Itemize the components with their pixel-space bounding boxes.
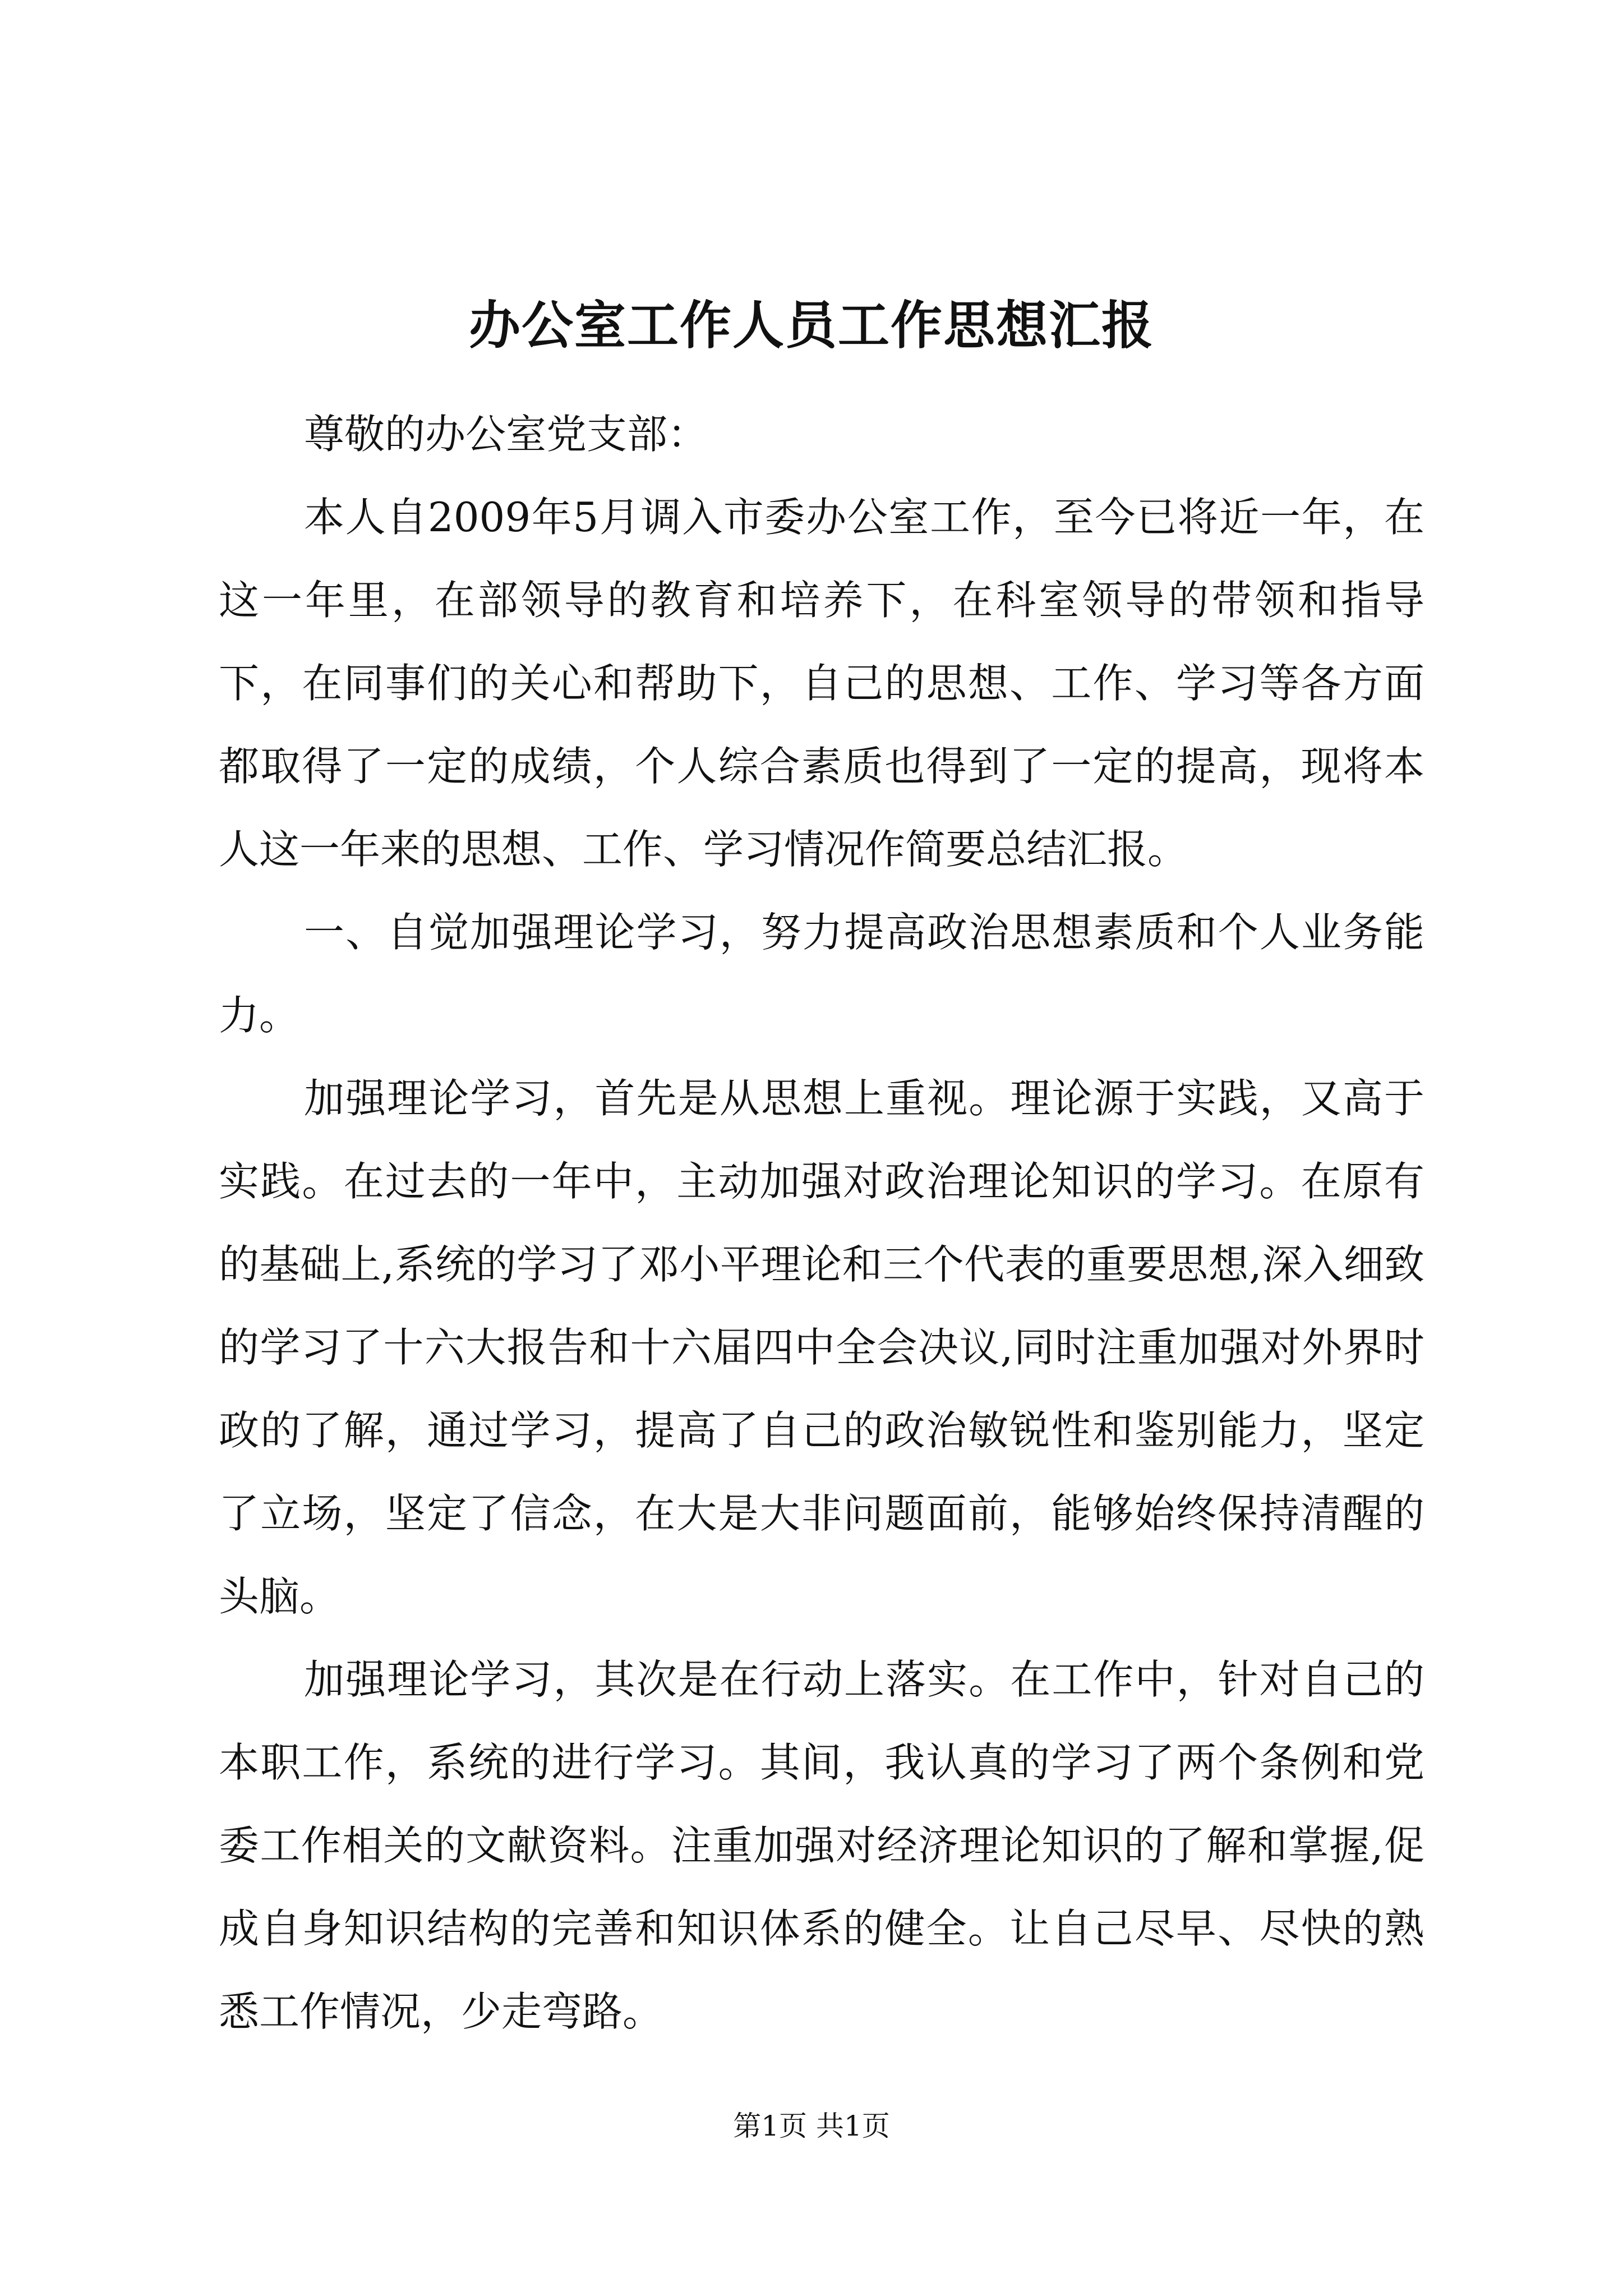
document-body [219, 393, 1424, 2053]
paragraph-theory-2: 加强理论学习，其次是在行动上落实。在工作中，针对自己的本职工作，系统的进行学习。其间，我认真的学习了两个条例和党委工作相关的文献资料。注重加强对经济理论知识的了解和掌握,促成自身知识结构的完善和知识体系的健全。让自己尽早、尽快的熟悉工作情况，少走弯路。 [219, 1656, 1424, 2035]
paragraph-theory-1: 加强理论学习，首先是从思想上重视。理论源于实践，又高于实践。在过去的一年中，主动加强对政治理论知识的学习。在原有的基础上,系统的学习了邓小平理论和三个代表的重要思想,深入细致的学习了十六大报告和十六届四中全会决议,同时注重加强对外界时政的了解，通过学习，提高了自己的政治敏锐性和鉴别能力，坚定了立场，坚定了信念，在大是大非问题面前，能够始终保持清醒的头脑。 [219, 1075, 1424, 1620]
page-footer: 第1页 共1页 [733, 2110, 890, 2142]
section-heading-1: 一、自觉加强理论学习，努力提高政治思想素质和个人业务能力。 [219, 909, 1424, 1039]
document-title: 办公室工作人员工作思想汇报 [468, 295, 1154, 356]
salutation: 尊敬的办公室党支部： [304, 411, 708, 458]
paragraph-intro: 本人自2009年5月调入市委办公室工作，至今已将近一年，在这一年里，在部领导的教育和培养下，在科室领导的带领和指导下，在同事们的关心和帮助下，自己的思想、工作、学习等各方面都取得了一定的成绩，个人综合素质也得到了一定的提高，现将本人这一年来的思想、工作、学习情况作简要总结汇报。 [219, 494, 1424, 873]
